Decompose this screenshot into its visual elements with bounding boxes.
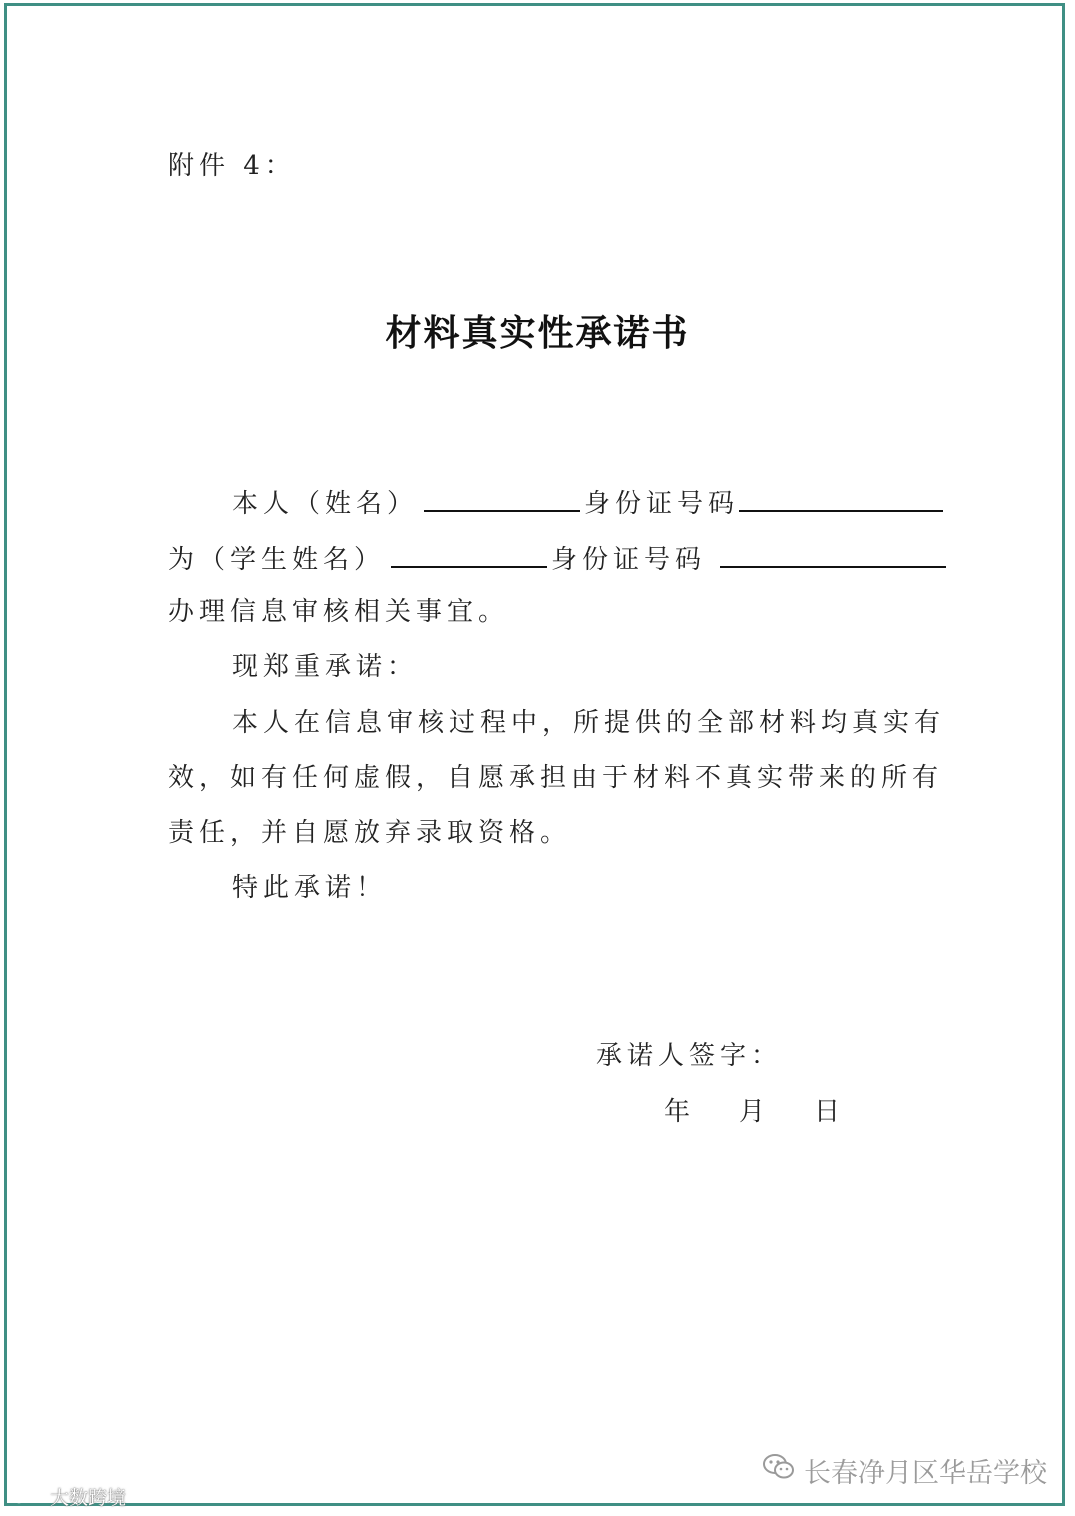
date-day: 日 <box>814 1097 846 1127</box>
guardian-id-label: 身份证号码 <box>584 489 740 519</box>
pledge-line-3: 办理信息审核相关事宜。 <box>168 597 510 627</box>
pledge-line-7: 责任，并自愿放弃录取资格。 <box>168 818 572 848</box>
date-month: 月 <box>739 1097 771 1127</box>
signature-date <box>664 1096 845 1128</box>
signature-label: 承诺人签字： <box>596 1041 783 1071</box>
attachment-label: 附件 4： <box>168 151 296 181</box>
watermark-weibo <box>8 1482 126 1510</box>
student-id-label: 身份证号码 <box>551 545 707 575</box>
pledge-line-student <box>168 540 946 576</box>
weibo-icon <box>8 1483 44 1510</box>
pledge-line-4: 现郑重承诺： <box>232 652 419 682</box>
document-title: 材料真实性承诺书 <box>385 313 690 354</box>
pledge-closing: 特此承诺！ <box>232 873 388 903</box>
guardian-name-blank[interactable] <box>424 484 580 512</box>
watermark-wechat <box>762 1452 1047 1488</box>
date-year: 年 <box>664 1097 696 1127</box>
guardian-name-label: 本人（姓名） <box>232 489 419 519</box>
student-name-blank[interactable] <box>391 540 547 568</box>
watermark-account-name: 长春净月区华岳学校 <box>804 1457 1047 1489</box>
pledge-line-6: 效，如有任何虚假，自愿承担由于材料不真实带来的所有 <box>168 763 944 793</box>
pledge-line-5: 本人在信息审核过程中，所提供的全部材料均真实有 <box>232 708 946 738</box>
student-name-label: 为（学生姓名） <box>168 545 386 575</box>
guardian-id-blank[interactable] <box>739 484 943 512</box>
wechat-icon <box>762 1452 796 1489</box>
watermark-weibo-name: 大数跨境 <box>50 1486 127 1509</box>
pledge-line-guardian <box>232 484 943 520</box>
student-id-blank[interactable] <box>720 540 946 568</box>
